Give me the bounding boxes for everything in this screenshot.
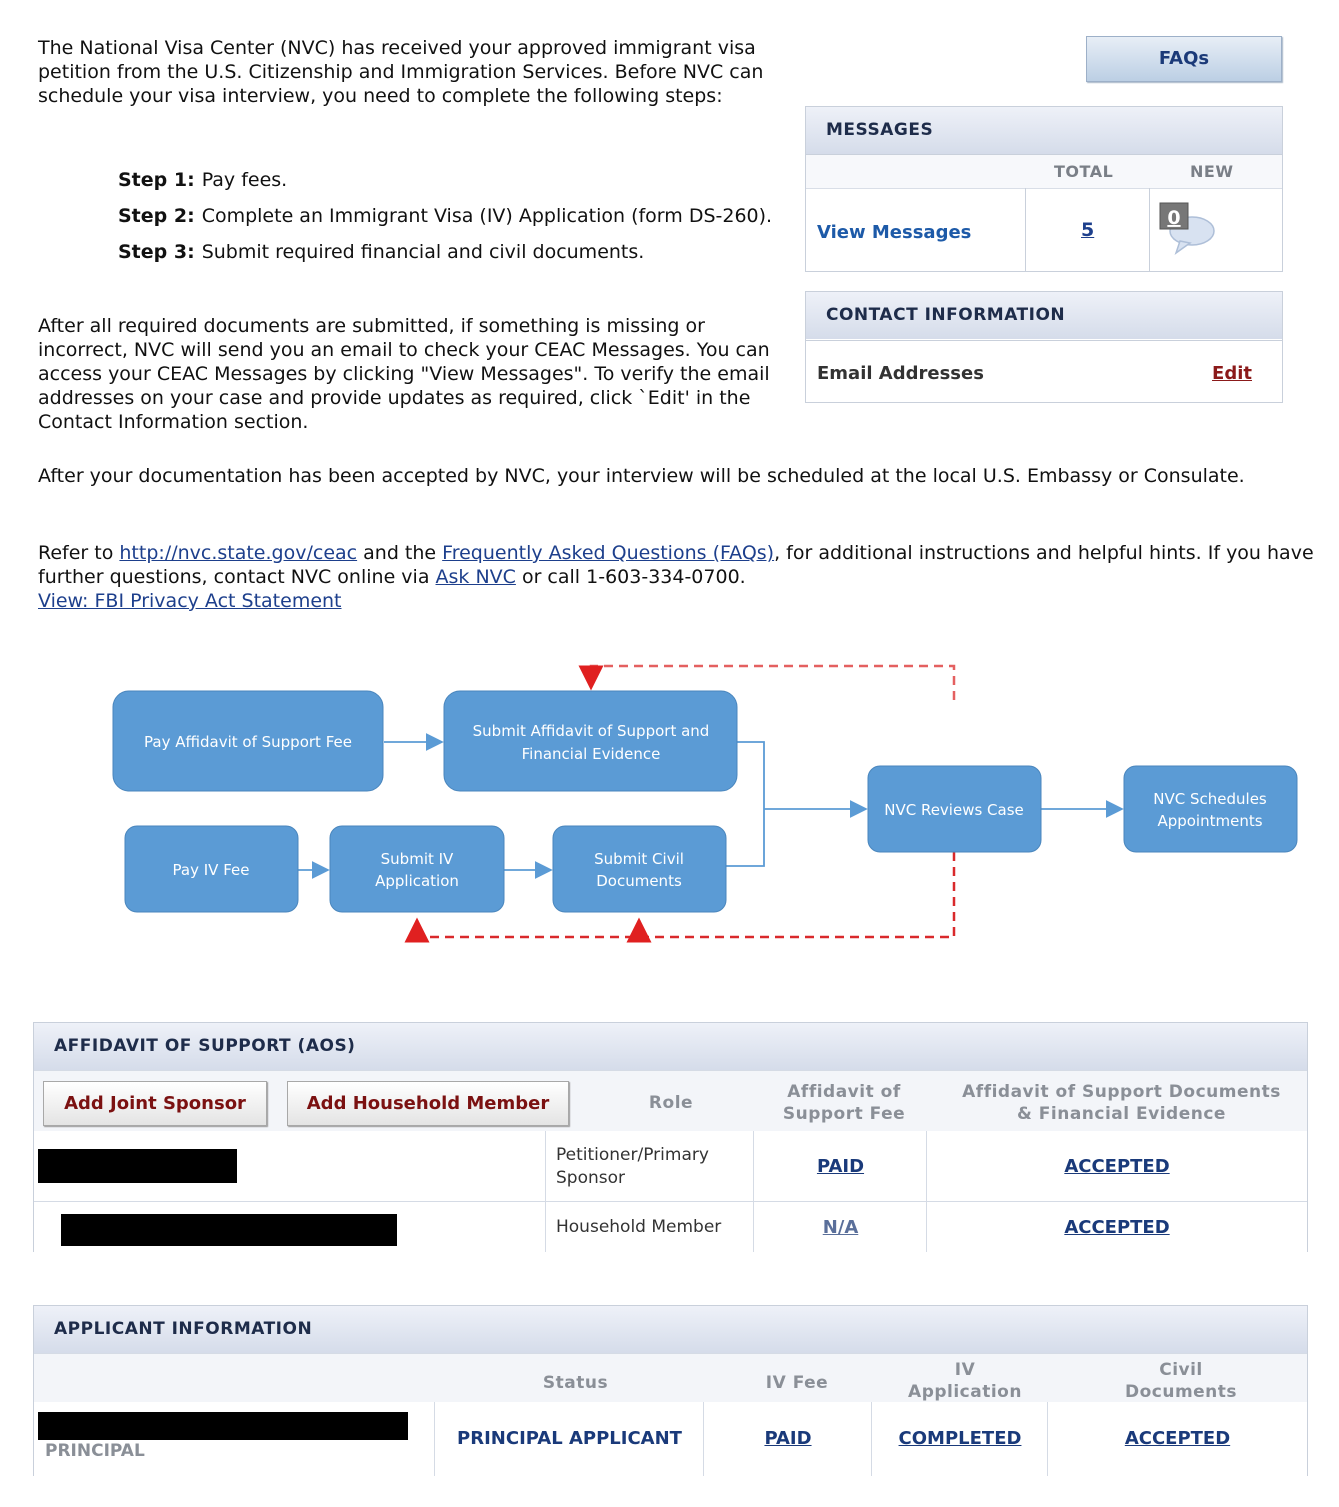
aos-title: AFFIDAVIT OF SUPPORT (AOS) bbox=[34, 1023, 1307, 1070]
flow-submit-civil-documents bbox=[553, 826, 726, 912]
redacted-name bbox=[38, 1412, 408, 1440]
add-household-member-button[interactable]: Add Household Member bbox=[287, 1081, 569, 1126]
role-cell bbox=[556, 1144, 709, 1190]
edit-email-link[interactable]: Edit bbox=[1212, 363, 1252, 384]
aos-header-row bbox=[34, 1070, 1307, 1132]
civil-documents-status-link[interactable]: ACCEPTED bbox=[1124, 1428, 1231, 1449]
flow-submit-iv-application bbox=[330, 826, 504, 912]
iv-application-header-line-1: IV bbox=[954, 1360, 976, 1380]
aos-fee-status-link[interactable]: N/A bbox=[822, 1217, 859, 1238]
step-3-label: Step 3: bbox=[118, 241, 195, 263]
applicant-title: APPLICANT INFORMATION bbox=[34, 1306, 1307, 1353]
view-messages-link[interactable]: View Messages bbox=[817, 222, 972, 243]
iv-application-column-header bbox=[877, 1359, 1053, 1403]
flow-nvc-schedules bbox=[1124, 766, 1297, 852]
documents-text: After all required documents are submitted, if something is missing or incorrect, NVC will send you an email to check your CEAC Messages. You can access your CEAC Messages by clicking "View Messages". To verify the email addresses on your case and provide updates as required, click `Edit' in the Contact Information section. bbox=[38, 315, 770, 433]
faqs-button[interactable]: FAQs bbox=[1086, 36, 1282, 82]
refer-prefix: Refer to bbox=[38, 542, 120, 564]
flow-nvc-reviews-label: NVC Reviews Case bbox=[884, 801, 1024, 819]
refer-suffix: or call 1-603-334-0700. bbox=[515, 566, 746, 588]
role-line-1: Petitioner/Primary bbox=[556, 1145, 709, 1165]
aos-docs-header-line-1: Affidavit of Support Documents bbox=[962, 1082, 1281, 1102]
flow-nvc-schedules-label-1: NVC Schedules bbox=[1153, 790, 1267, 808]
refer-paragraph bbox=[38, 541, 1328, 613]
new-messages-count[interactable]: 0 bbox=[1167, 207, 1181, 229]
contact-title: CONTACT INFORMATION bbox=[806, 292, 1282, 339]
add-joint-sponsor-button[interactable]: Add Joint Sponsor bbox=[43, 1081, 267, 1126]
flow-submit-aos-label-2: Financial Evidence bbox=[521, 745, 661, 763]
refer-text bbox=[38, 541, 1328, 589]
new-messages-icon[interactable] bbox=[1158, 201, 1218, 256]
aos-fee-header-line-2: Support Fee bbox=[782, 1104, 906, 1124]
refer-mid-2: , for additional instructions and helpful hints. If you have further questions, contact NVC online via bbox=[38, 542, 1314, 588]
applicant-header-row bbox=[34, 1353, 1307, 1403]
aos-table bbox=[33, 1022, 1308, 1252]
new-column-header: NEW bbox=[1190, 162, 1234, 181]
redacted-name bbox=[38, 1149, 237, 1183]
nvc-ceac-link[interactable]: http://nvc.state.gov/ceac bbox=[119, 542, 358, 564]
messages-title: MESSAGES bbox=[806, 107, 1282, 154]
total-column-header: TOTAL bbox=[1054, 162, 1114, 181]
civil-header-line-1: Civil bbox=[1159, 1360, 1203, 1380]
role-cell: Household Member bbox=[556, 1217, 722, 1237]
role-column-header: Role bbox=[648, 1093, 694, 1113]
messages-row bbox=[806, 188, 1282, 272]
iv-fee-column-header: IV Fee bbox=[765, 1373, 829, 1393]
aos-docs-column-header bbox=[934, 1081, 1309, 1125]
contact-panel bbox=[805, 291, 1283, 403]
step-1-text: Pay fees. bbox=[201, 169, 288, 191]
step-1 bbox=[118, 168, 798, 193]
flow-nvc-schedules-label-2: Appointments bbox=[1157, 812, 1263, 830]
flow-pay-iv-fee bbox=[125, 826, 298, 912]
flow-pay-aos-fee bbox=[113, 691, 383, 791]
privacy-act-link[interactable]: View: FBI Privacy Act Statement bbox=[38, 590, 342, 612]
flow-submit-aos bbox=[444, 691, 737, 791]
status-column-header: Status bbox=[542, 1373, 609, 1393]
intro-text: The National Visa Center (NVC) has received your approved immigrant visa petition from the U.S. Citizenship and Immigration Services. Before NVC can schedule your visa interview, you need to complete the following steps: bbox=[38, 37, 764, 107]
flow-pay-aos-fee-label: Pay Affidavit of Support Fee bbox=[144, 733, 352, 751]
email-row bbox=[806, 340, 1282, 404]
aos-docs-header-line-2: & Financial Evidence bbox=[1017, 1104, 1226, 1124]
process-flow-diagram bbox=[0, 640, 1339, 960]
refer-mid: and the bbox=[357, 542, 443, 564]
messages-column-header bbox=[806, 154, 1282, 189]
step-2 bbox=[118, 204, 798, 229]
iv-application-header-line-2: Application bbox=[908, 1382, 1022, 1402]
flow-submit-iv-label-2: Application bbox=[375, 872, 459, 890]
table-row bbox=[34, 1131, 1307, 1202]
civil-documents-column-header bbox=[1053, 1359, 1309, 1403]
aos-fee-status-link[interactable]: PAID bbox=[816, 1156, 865, 1177]
messages-panel bbox=[805, 106, 1283, 272]
step-2-label: Step 2: bbox=[118, 205, 195, 227]
interview-paragraph bbox=[38, 464, 1308, 488]
applicant-type-label: PRINCIPAL bbox=[45, 1441, 145, 1461]
role-line-2: Sponsor bbox=[556, 1168, 626, 1188]
flow-submit-civil-label-2: Documents bbox=[596, 872, 682, 890]
step-3-text: Submit required financial and civil documents. bbox=[201, 241, 645, 263]
documents-paragraph bbox=[38, 314, 788, 434]
step-2-text: Complete an Immigrant Visa (IV) Application (form DS-260). bbox=[201, 205, 773, 227]
table-row bbox=[34, 1202, 1307, 1252]
aos-fee-column-header bbox=[754, 1081, 934, 1125]
aos-docs-status-link[interactable]: ACCEPTED bbox=[1064, 1156, 1170, 1177]
iv-fee-status-link[interactable]: PAID bbox=[764, 1428, 812, 1449]
aos-docs-status-link[interactable]: ACCEPTED bbox=[1064, 1217, 1170, 1238]
table-row bbox=[34, 1402, 1307, 1476]
civil-header-line-2: Documents bbox=[1124, 1382, 1238, 1402]
interview-text: After your documentation has been accepted by NVC, your interview will be scheduled at the local U.S. Embassy or Consulate. bbox=[38, 465, 1245, 487]
applicant-status: PRINCIPAL APPLICANT bbox=[457, 1428, 682, 1449]
flow-nvc-reviews-case bbox=[868, 766, 1041, 852]
email-addresses-label: Email Addresses bbox=[817, 363, 984, 384]
step-3 bbox=[118, 240, 798, 265]
faqs-link[interactable]: Frequently Asked Questions (FAQs) bbox=[442, 542, 775, 564]
aos-fee-header-line-1: Affidavit of bbox=[787, 1082, 901, 1102]
flow-submit-aos-label-1: Submit Affidavit of Support and bbox=[472, 722, 710, 740]
flow-submit-civil-label-1: Submit Civil bbox=[594, 850, 684, 868]
iv-application-status-link[interactable]: COMPLETED bbox=[898, 1428, 1022, 1449]
total-messages-count[interactable]: 5 bbox=[1081, 219, 1095, 241]
step-1-label: Step 1: bbox=[118, 169, 195, 191]
steps-list bbox=[118, 168, 798, 276]
flow-submit-iv-label-1: Submit IV bbox=[380, 850, 454, 868]
flow-pay-iv-fee-label: Pay IV Fee bbox=[172, 861, 250, 879]
redacted-name bbox=[61, 1214, 397, 1246]
ask-nvc-link[interactable]: Ask NVC bbox=[435, 566, 516, 588]
intro-paragraph bbox=[38, 36, 788, 108]
applicant-table bbox=[33, 1305, 1308, 1476]
